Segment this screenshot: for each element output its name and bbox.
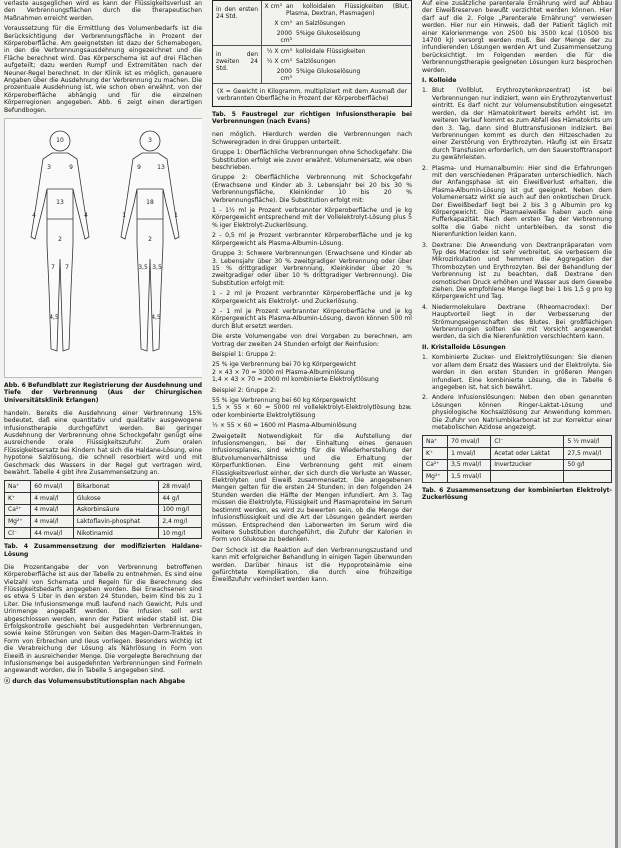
table-cell: K⁺ [5,492,31,504]
table-cell: 4 mval/l [31,504,74,516]
burn-chart-figure [4,118,202,378]
list-text: Dextrane: Die Anwendung von Dextranpräparaten vom Typ des Macrodex ist sehr verbreitet, sie verbessern die Mikrozirkulation und hemmen die Aggregation der Thrombozyten und Erythrozyten. Bei der Behandlung der Verbrennung ist zu beachten, daß Dextrane den osmotischen Druck erhöhen und Wasser aus dem Gewebe ziehen. Die empfohlene Menge liegt bei 1 bis 1,5 g pro kg Körpergewicht und Tag. [432,241,612,301]
table-row [423,459,612,471]
table-row [5,504,202,516]
table-cell: 70 mval/l [448,436,491,448]
table-cell: 27,5 mval/l [564,447,612,459]
col2-text [212,131,412,583]
infusion-note: (X = Gewicht in Kilogramm, multipliziert mit dem Ausmaß der verbrannten Oberfläche in Prozent der Körperoberfläche) [217,88,407,102]
table-cell: Na⁺ [423,436,448,448]
infusion-line [262,66,411,83]
list-number: 1. [422,87,428,95]
table-cell: 5 ½ mval/l [564,436,612,448]
col1-footer-line: ⓢ durch das Volumensubstitutionsplan nach Abgabe [4,677,185,685]
table-cell: Cl⁻ [5,527,31,539]
infusion-solution: kolloidale Flüssigkeiten [296,47,366,55]
table-cell [564,471,612,483]
paragraph: Die erste Volumengabe von drei Vorgaben zu berechnen, am Vortrag der zweiten 24 Stunden erfolgt der Reinfusion: [212,333,412,348]
region-percent-label: 2 [58,236,62,244]
region-percent-label: 2 [148,236,152,244]
col1-bottom-text [4,564,202,675]
table-cell: Glukose [73,492,159,504]
infusion-solution: an Salzlösungen [296,19,346,27]
list-item [422,165,612,239]
table-cell: Cl⁻ [491,436,564,448]
infusion-block [213,46,411,84]
region-percent-label: 13 [157,164,165,172]
list-item [422,242,612,301]
paragraph: Voraussetzung für die Ermittlung des Volumenbedarfs ist die Berücksichtigung der Verbrennungsfläche in Prozent der Körperoberfläche. Am geeignetsten ist dazu der Schemabogen, in den die Verbrennungsausdehnung eingezeichnet und die Fläche berechnet wird. Das Körperschema ist auf drei Flächen aufgeteilt; dazu werden Rumpf und Extremitäten nach der Neuner-Regel berechnet. In der Klinik ist es möglich, genauere Angaben über die Ausdehnung der Verbrennung zu machen. Die prozentuale Ausdehnung ist, wie schon oben erwähnt, von der Körperoberfläche abhängig und für die einzelnen Körperregionen angegeben. Abb. 6 zeigt einen derartigen Befundbogen. [4,25,202,114]
list-item [422,394,612,431]
column-left [4,0,202,848]
list-number: 2. [422,164,428,172]
table-cell: 44 mval/l [31,527,74,539]
table-cell: Ca²⁺ [423,459,448,471]
col3-intro-text [422,0,612,74]
table-row [5,492,202,504]
col1-mid-text [4,410,202,477]
paragraph: Gruppe 1: Oberflächliche Verbrennungen ohne Schockgefahr. Die Substitution erfolgt wie zuvor erwähnt. Volumenersatz, wie oben beschrieben. [212,149,412,172]
table-cell: Mg²⁺ [423,471,448,483]
section-kristalloide-title: II. Kristalloide Lösungen [422,343,506,351]
paragraph: nen möglich. Hierdurch werden die Verbrennungen nach Schweregraden in drei Gruppen unterteilt. [212,131,412,146]
region-percent-label: 4 [84,212,88,220]
infusion-period-label: in den ersten 24 Std. [213,1,262,45]
column-right [422,0,612,848]
table-cell: Ca²⁺ [5,504,31,516]
table-row [5,481,202,493]
table-row [5,527,202,539]
table-cell: 100 mg/l [159,504,202,516]
paragraph: 2 - 0,5 ml je Prozent verbrannter Körperoberfläche und je kg Körpergewicht als Plasma-Albumin-Lösung. [212,232,412,247]
paragraph: 55 % ige Verbrennung bei 60 kg Körpergewicht 1,5 × 55 × 60 = 5000 ml vollelektrolyt-Elektrolytlösung bzw. oder kombinierte Elektrolytlösung [212,397,412,419]
paragraph: Gruppe 3: Schwere Verbrennungen (Erwachsene und Kinder ab 3. Lebensjahr über 30 % zweitgradiger Verbrennung oder über 15 % drittgradiger Verbrennung, Kleinkinder über 20 % zweitgradiger oder über 10 % drittgradiger Verbrennung). Die Substitution erfolgt mit: [212,250,412,287]
region-percent-label: 1 [122,212,126,220]
region-percent-label: 3 [148,137,152,145]
paragraph: Der Schock ist die Reaktion auf den Verbrennungszustand und kann mit erfolgreicher Behandlung in einigen Tagen überwunden werden. Darüber hinaus ist die Hypoproteinämie eine gefürchtete Komplikation, die durch eine frühzeitige Eiweißzufuhr verhindert werden kann. [212,546,412,584]
infusion-line [262,18,411,28]
region-percent-label: 3 [47,164,51,172]
table-row [423,471,612,483]
paragraph: Gruppe 2: Oberflächliche Verbrennung mit Schockgefahr (Erwachsene und Kinder ab 3. Lebensjahr bei 20 bis 30 % Verbrennungsfläche, Kleinkinder 10 bis 20 % Verbrennungsfläche). Die Substitution erfolgt mit: [212,174,412,204]
section-kristalloide-list [422,354,612,431]
region-percent-label: 13 [56,199,64,207]
table-cell: K⁺ [423,447,448,459]
region-percent-label: 9 [69,164,73,172]
body-diagram [5,119,202,377]
list-text: Andere Infusionslösungen: Neben den oben genannten Lösungen können Ringer-Laktat-Lösung und physiologische Kochsalzlösung zur Anwendung kommen. Die Zufuhr von Natriumbikarbonat ist zur Korrektur einer metabolischen Azidose angezeigt. [432,394,612,431]
table-cell: Na⁺ [5,481,31,493]
infusion-quantity: 2000 cm³ [276,67,292,82]
table-cell [491,471,564,483]
paragraph: ½ × 55 × 60 = 1600 ml Plasma-Albuminlösung [212,422,357,430]
paragraph: Zweigeteilt Notwendigkeit für die Aufstellung der Infusionsmengen, bei der Einhaltung eines genauen Infusionsplanes, sind wichtig für die Wiederherstellung der Blutvolumenverhältnisse und die Erhaltung der Körperfunktionen. Eine Verbrennung geht mit einem Flüssigkeitsverlust einher, der sich durch die Verluste an Wasser, Elektrolyten und Eiweiß zusammensetzt. Die angegebenen Mengen gelten für die ersten 24 Stunden; in den folgenden 24 Stunden werden die Hälfte der Mengen infundiert. Am 3. Tag müssen die Elektrolyte, Flüssigkeit und Plasmaproteine im Serum bestimmt werden, es wird zu bewerten sein, ob die Menge der Infusionsflüssigkeit und die Art der Lösungen geändert werden müssen. Entsprechend den Laborwerten im Serum wird die weitere Substitution durchgeführt, die Zufuhr der Kalorien in Form von Glukose zu bedenken. [212,432,412,544]
table-cell: Mg²⁺ [5,516,31,528]
infusion-rule-box [212,0,412,107]
infusion-solution: 5%ige Glukoselösung [296,29,361,37]
table-cell: 50 g/l [564,459,612,471]
table-cell: 2,4 mg/l [159,516,202,528]
list-number: 4. [422,303,428,311]
list-number: 1. [422,354,428,362]
infusion-line [262,56,411,66]
col1-top-text [4,0,202,114]
paragraph: 2 - 1 ml je Prozent verbrannter Körperoberfläche und je kg Körpergewicht als Plasma-Albumin-Lösung, davon können 500 ml durch Blut ersetzt werden. [212,307,412,330]
region-percent-label: 4,5 [49,314,59,322]
section-kolloide-title: I. Kolloide [422,77,457,85]
list-text: Blut (Vollblut, Erythrozytenkonzentrat) ist bei Verbrennungen nur indiziert, wenn ein Erythrozytenverlust eintritt. Es darf nicht zur Volumensubstitution eingesetzt werden, da der Hämatokritwert bereits erhöht ist. Im weiteren Verlauf kommt es zum Abfall des Hämatokrits um den 3. Tag, dann sind Bluttransfusionen indiziert. Bei Verbrennungen kommt es durch den Hitzeschaden zu einer Zerstörung von Erythrozyten. Häufig ist ein Ersatz durch Transfusion erforderlich, um den Sauerstofftransport zu gewährleisten. [432,87,612,162]
region-percent-label: 4 [32,212,36,220]
table-row [5,516,202,528]
infusion-line [262,1,411,18]
table-row [423,436,612,448]
table-cell: 60 mval/l [31,481,74,493]
table-cell: 44 g/l [159,492,202,504]
list-item [422,354,612,391]
infusion-line [262,46,411,56]
table-cell: 10 mg/l [159,527,202,539]
infusion-quantity: X cm³ [274,19,292,27]
infusion-quantity: 2000 cm³ [276,29,292,44]
table-cell: Askorbinsäure [73,504,159,516]
infusion-solution: Salzlösungen [296,57,336,65]
region-percent-label: 9 [137,164,141,172]
table-6 [422,435,612,482]
list-item [422,87,612,161]
list-text: Niedermolekulare Dextrane (Rheomacrodex): Der Hauptvorteil liegt in der Verbesserung der Strömungseigenschaften des Blutes. Bei großflächigen Verbrennungen sollten sie mit Vorsicht angewendet werden, da sich die Nierenfunktion verschlechtern kann. [432,303,612,341]
region-percent-label: 3,5 [152,264,162,272]
table-5-caption: Tab. 5 Faustregel zur richtigen Infusionstherapie bei Verbrennungen (nach Evans) [212,111,412,126]
infusion-period-label: in den zweiten 24 Std. [213,46,262,83]
table-cell: 4 mval/l [31,516,74,528]
table-cell: Bikarbonat [73,481,159,493]
paragraph: handeln. Bereits die Ausdehnung einer Verbrennung 15% bedeutet, daß eine quantitativ und qualitativ ausgewogene Infusionstherapie durchgeführt werden. Bei geringer Ausdehnung der Verbrennung ohne Schockgefahr genügt eine ausreichende orale Flüssigkeitszufuhr. Zum oralen Flüssigkeitsersatz bei Kindern hat sich die Haldane-Lösung, eine hypotone Salzlösung, die schnell resorbiert wird und mit Geschmack des Wassers in der Regel gut vertragen wird, bewährt. Tabelle 4 gibt ihre Zusammensetzung an. [4,409,202,476]
infusion-quantity: ½ X cm³ [266,47,292,55]
table-cell: 1,5 mval/l [448,471,491,483]
paragraph: Die Prozentangabe der von Verbrennung betroffenen Körperoberfläche ist aus der Tabelle zu entnehmen. Es sind eine Vielzahl von Schemata und Regeln für die Berechnung des Flüssigkeitsbedarfs angegeben worden. Bei Erwachsenen sind es etwa 5 Liter in den ersten 24 Stunden, beim Kind bis zu 1 Liter. Die Infusionsmenge muß laufend nach Gewicht, Puls und Urinmenge angepaßt werden. Die Infusion soll erst abgeschlossen werden, wenn der Patient wieder stabil ist. Die Erfolgskontrolle geschieht bei ausgedehnten Verbrennungen, sowie keine Störungen von Seiten des Magen-Darm-Traktes in Form von Erbrechen und Ileus vorliegen. Besonders wichtig ist die Verabreichung der Lösung als Nährlösung in Form von Eiweiß in ausreichender Menge. Die vorgelegte Berechnung der Infusionsmenge bei ausgedehnten Verbrennungen sind Formeln angewandt worden, die in Tabelle 5 angegeben sind. [4,563,202,675]
table-cell: 4 mval/l [31,492,74,504]
infusion-quantity: ½ X cm³ [266,57,292,65]
table-4 [4,480,202,539]
paragraph: 1 - 2 ml je Prozent verbrannter Körperoberfläche und je kg Körpergewicht als Elektrolyt- und Zuckerlösung. [212,290,412,305]
table-cell: Invertzucker [491,459,564,471]
figure-front-body [31,153,89,351]
paragraph: Beispiel 1: Gruppe 2: [212,350,277,358]
region-percent-label: 4,5 [151,314,161,322]
table-6-caption: Tab. 6 Zusammensetzung der kombinierten Elektrolyt-Zuckerlösung [422,486,612,501]
list-text: Kombinierte Zucker- und Elektrolytlösungen: Sie dienen vor allem dem Ersatz des Wassers und der Elektrolyte. Sie werden in den ersten Stunden in größeren Mengen infundiert. Eine kombinierte Lösung, die in Tabelle 6 angegeben ist, hat sich bewährt. [432,354,612,391]
region-percent-label: 3,5 [138,264,148,272]
list-number: 3. [422,241,428,249]
region-percent-label: 18 [146,199,154,207]
region-percent-label: 1 [174,212,178,220]
figure-back-body [121,153,179,351]
infusion-solution: an kolloidalen Flüssigkeiten (Blut, Plasma, Dextran, Plasmagen) [286,2,409,17]
column-middle [212,0,412,848]
table-cell: Acetat oder Laktat [491,447,564,459]
paragraph: 25 % ige Verbrennung bei 70 kg Körpergewicht 2 × 43 × 70 = 3000 ml Plasma-Albuminlösung 1,4 × 43 × 70 = 2000 ml kombinierte Elektrolytlösung [212,361,379,384]
infusion-solution: 5%ige Glukoselösung [296,67,361,75]
table-4-caption: Tab. 4 Zusammensetzung der modifizierten Haldane-Lösung [4,543,202,558]
paragraph: Auf eine zusätzliche parenterale Ernährung wird auf Abbau der Eiweißreserven bewußt verzichtet werden können. Hier darf auf die 2. Folge „Parenterale Ernährung“ verwiesen werden. Hier nur ein Hinweis, daß der Patient täglich mit einer Kalorienmenge von 2500 bis 3500 kcal (10500 bis 14700 kJ) versorgt werden muß. Bei der Menge der zu infundierenden Lösungen werden Art und Zusammensetzung berücksichtigt. Im Folgenden werden die für die Verbrennungstherapie geeigneten Lösungen kurz besprochen werden. [422,0,612,74]
table-cell: Nikotinamid [73,527,159,539]
infusion-block [213,1,411,46]
paragraph: Beispiel 2: Gruppe 2: [212,386,277,394]
list-item [422,304,612,341]
infusion-line [262,28,411,45]
table-cell: Laktoflavin-phosphat [73,516,159,528]
paragraph: verlaste ausgeglichen wird es kann der Flüssigkeitsverlust an den Verbrennungsflächen durch die therapeutischen Maßnahmen erreicht werden. [4,0,202,22]
figure-caption: Abb. 6 Befundblatt zur Registrierung der Ausdehnung und Tiefe der Verbrennung (Aus der Chirurgischen Universitätsklinik Erlangen) [4,382,202,404]
table-cell: 1 mval/l [448,447,491,459]
list-number: 2. [422,394,428,402]
region-percent-label: 7 [65,264,69,272]
section-kolloide-list [422,87,612,340]
paragraph: 1 - 1½ ml je Prozent verbrannter Körperoberfläche und je kg Körpergewicht entsprechend mit der Vollelektrolyt-Lösung plus 5 % iger Elektrolyt-Zuckerlösung. [212,207,412,229]
region-percent-label: 10 [56,137,64,145]
table-row [423,447,612,459]
region-percent-label: 7 [51,264,55,272]
list-text: Plasma- und Humanalbumin: Hier sind die Erfahrungen mit den verschiedenen Präparaten unterschiedlich. Nach der Anfangsphase ist ein Eiweißverlust erhalten, die Plasma-Albumin-Lösung ist gut geeignet. Neben dem Volumenersatz wirkt sie auch auf den onkotischen Druck. Der Eiweißbedarf liegt bei 2 bis 3 g Albumin pro kg Körpergewicht. Die Plasmaeiweiße haben auch eine Pufferkapazität. Nach dem ersten Tag der Verbrennung sollte die Gabe nicht unterbleiben, da sonst die Nierenfunktion leiden kann. [432,164,612,239]
infusion-quantity: X cm³ [264,2,283,10]
table-cell: 28 mval/l [159,481,202,493]
table-cell: 3,5 mval/l [448,459,491,471]
